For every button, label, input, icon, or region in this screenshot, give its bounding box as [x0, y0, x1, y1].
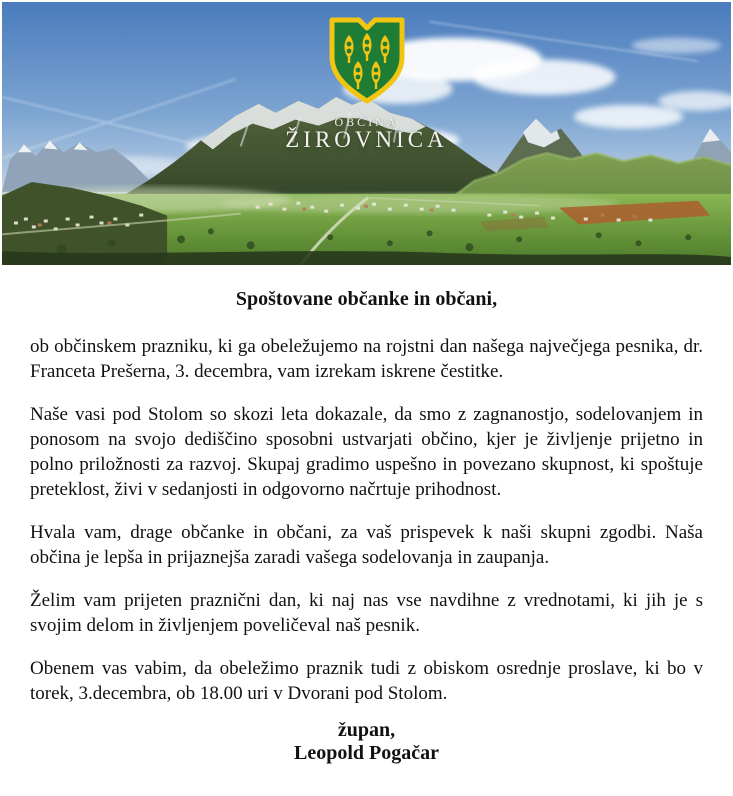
municipality-name: ŽIROVNICA	[285, 127, 448, 152]
signature-block	[30, 719, 703, 765]
signature-name: Leopold Pogačar	[294, 742, 439, 764]
letter-paragraph-5: Obenem vas vabim, da obeležimo praznik tudi z obiskom osrednje proslave, ki bo v torek, 3.decembra, ob 18.00 uri v Dvorani pod Stolom.	[30, 658, 703, 704]
letter-paragraph-4: Želim vam prijeten praznični dan, ki naj nas vse navdihne z vrednotami, ki jih je s svojim delom in življenjem poveličeval naš pesnik.	[30, 590, 703, 636]
letter-body	[0, 266, 733, 765]
zirovnica-coat-of-arms-icon	[327, 15, 407, 107]
signature-role: župan,	[337, 719, 396, 741]
letter-paragraph-3: Hvala vam, drage občanke in občani, za vaš prispevek k naši skupni zgodbi. Naša občina je lepša in prijaznejša zaradi vašega sodelovanja in zaupanja.	[30, 522, 703, 568]
municipality-label: OBČINA	[334, 115, 399, 129]
letter-salutation: Spoštovane občanke in občani,	[235, 288, 498, 310]
header-banner	[0, 0, 733, 266]
letter-paragraph-1: ob občinskem prazniku, ki ga obeležujemo na rojstni dan našega največjega pesnika, dr. Franceta Prešerna, 3. decembra, vam izrekam iskrene čestitke.	[30, 336, 703, 382]
letter-paragraph-2: Naše vasi pod Stolom so skozi leta dokazale, da smo z zagnanostjo, sodelovanjem in ponosom na svojo dediščino sposobni ustvarjati občino, kjer je življenje prijetno in polno priložnosti za razvoj. Skupaj gradimo uspešno in povezano skupnost, ki spoštuje preteklost, živi v sedanjosti in odgovorno načrtuje prihodnost.	[30, 404, 703, 500]
